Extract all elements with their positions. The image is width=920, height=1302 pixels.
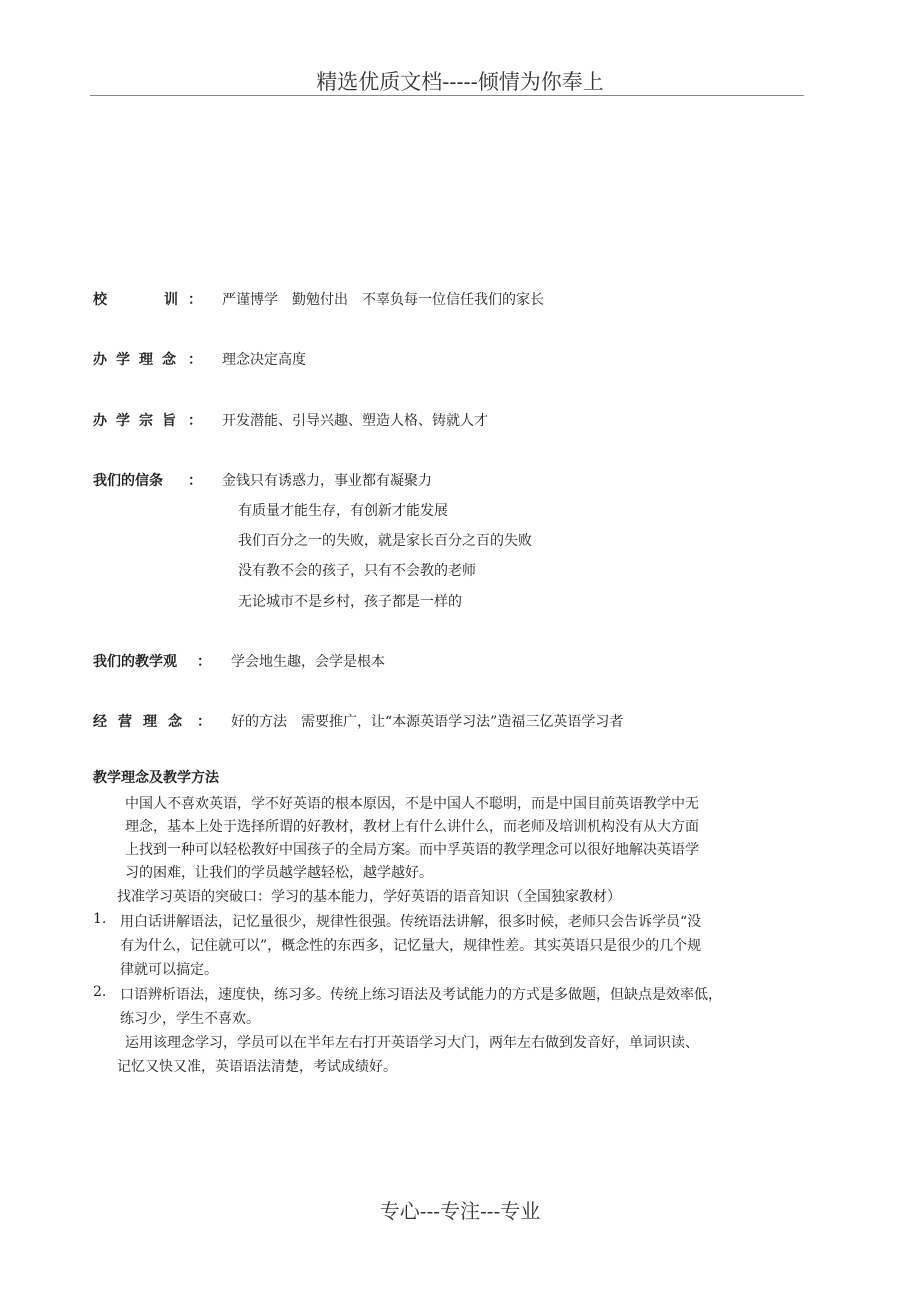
methods-conclusion-line-1: 运用该理念学习，学员可以在半年左右打开英语学习大门，两年左右做到发音好，单词识读、 bbox=[125, 1035, 699, 1051]
creed-line-2: 有质量才能生存，有创新才能发展 bbox=[238, 503, 448, 519]
page-footer-text: 专心---专注---专业 bbox=[379, 1199, 541, 1223]
methods-intro-line-4: 习的困难，让我们的学员越学越轻松，越学越好。 bbox=[125, 865, 433, 881]
methods-intro-line-3: 上找到一种可以轻松教好中国孩子的全局方案。而中孚英语的教学理念可以很好地解决英语学 bbox=[125, 842, 699, 858]
motto-label-second-char: 训 bbox=[164, 292, 178, 308]
teaching-view-value: 学会地生趣，会学是根本 bbox=[231, 654, 385, 670]
purpose-colon: ： bbox=[188, 413, 202, 429]
methods-item-1-line-3: 律就可以搞定。 bbox=[120, 962, 218, 978]
creed-colon: ： bbox=[188, 473, 202, 489]
business-colon: ： bbox=[197, 714, 211, 730]
philosophy-value: 理念决定高度 bbox=[222, 352, 306, 368]
methods-item-1-line-2: 有为什么，记住就可以”，概念性的东西多，记忆量大，规律性差。其实英语只是很少的几个规 bbox=[120, 938, 702, 954]
purpose-label: 办学宗旨 bbox=[93, 413, 185, 429]
motto-label-first-char: 校 bbox=[93, 292, 107, 308]
methods-breakthrough: 找准学习英语的突破口：学习的基本能力，学好英语的语音知识（全国独家教材） bbox=[117, 889, 621, 905]
methods-title: 教学理念及教学方法 bbox=[93, 770, 219, 786]
methods-conclusion-line-2: 记忆又快又准，英语语法清楚，考试成绩好。 bbox=[117, 1059, 397, 1075]
purpose-value: 开发潜能、引导兴趣、塑造人格、铸就人才 bbox=[222, 413, 488, 429]
methods-item-2-line-1: 口语辨析语法，速度快，练习多。传统上练习语法及考试能力的方式是多做题，但缺点是效率低， bbox=[120, 987, 722, 1003]
methods-intro-line-1: 中国人不喜欢英语，学不好英语的根本原因，不是中国人不聪明，而是中国目前英语教学中无 bbox=[125, 796, 699, 812]
methods-item-2-line-2: 练习少，学生不喜欢。 bbox=[120, 1011, 260, 1027]
creed-line-3: 我们百分之一的失败，就是家长百分之百的失败 bbox=[238, 533, 532, 549]
creed-line-4: 没有教不会的孩子，只有不会教的老师 bbox=[238, 563, 476, 579]
philosophy-colon: ： bbox=[188, 352, 202, 368]
business-label: 经营理念 bbox=[93, 714, 193, 730]
header-rule bbox=[90, 95, 804, 96]
teaching-view-label: 我们的教学观 bbox=[93, 654, 177, 670]
creed-label: 我们的信条 bbox=[93, 473, 163, 489]
methods-item-2-number: 2. bbox=[93, 984, 107, 1000]
business-value: 好的方法 需要推广，让“本源英语学习法”造福三亿英语学习者 bbox=[231, 714, 624, 730]
methods-item-1-number: 1. bbox=[93, 911, 107, 927]
creed-line-5: 无论城市不是乡村，孩子都是一样的 bbox=[238, 594, 462, 610]
motto-value: 严谨博学 勤勉付出 不辜负每一位信任我们的家长 bbox=[222, 292, 544, 308]
methods-intro-line-2: 理念，基本上处于选择所谓的好教材，教材上有什么讲什么，而老师及培训机构没有从大方面 bbox=[125, 819, 699, 835]
teaching-view-colon: ： bbox=[197, 654, 211, 670]
creed-line-1: 金钱只有诱惑力，事业都有凝聚力 bbox=[222, 473, 432, 489]
page-header-title: 精选优质文档-----倾情为你奉上 bbox=[316, 70, 604, 94]
philosophy-label: 办学理念 bbox=[93, 352, 185, 368]
motto-colon: ： bbox=[188, 292, 202, 308]
methods-item-1-line-1: 用白话讲解语法，记忆量很少，规律性很强。传统语法讲解，很多时候，老师只会告诉学员“没 bbox=[120, 914, 702, 930]
